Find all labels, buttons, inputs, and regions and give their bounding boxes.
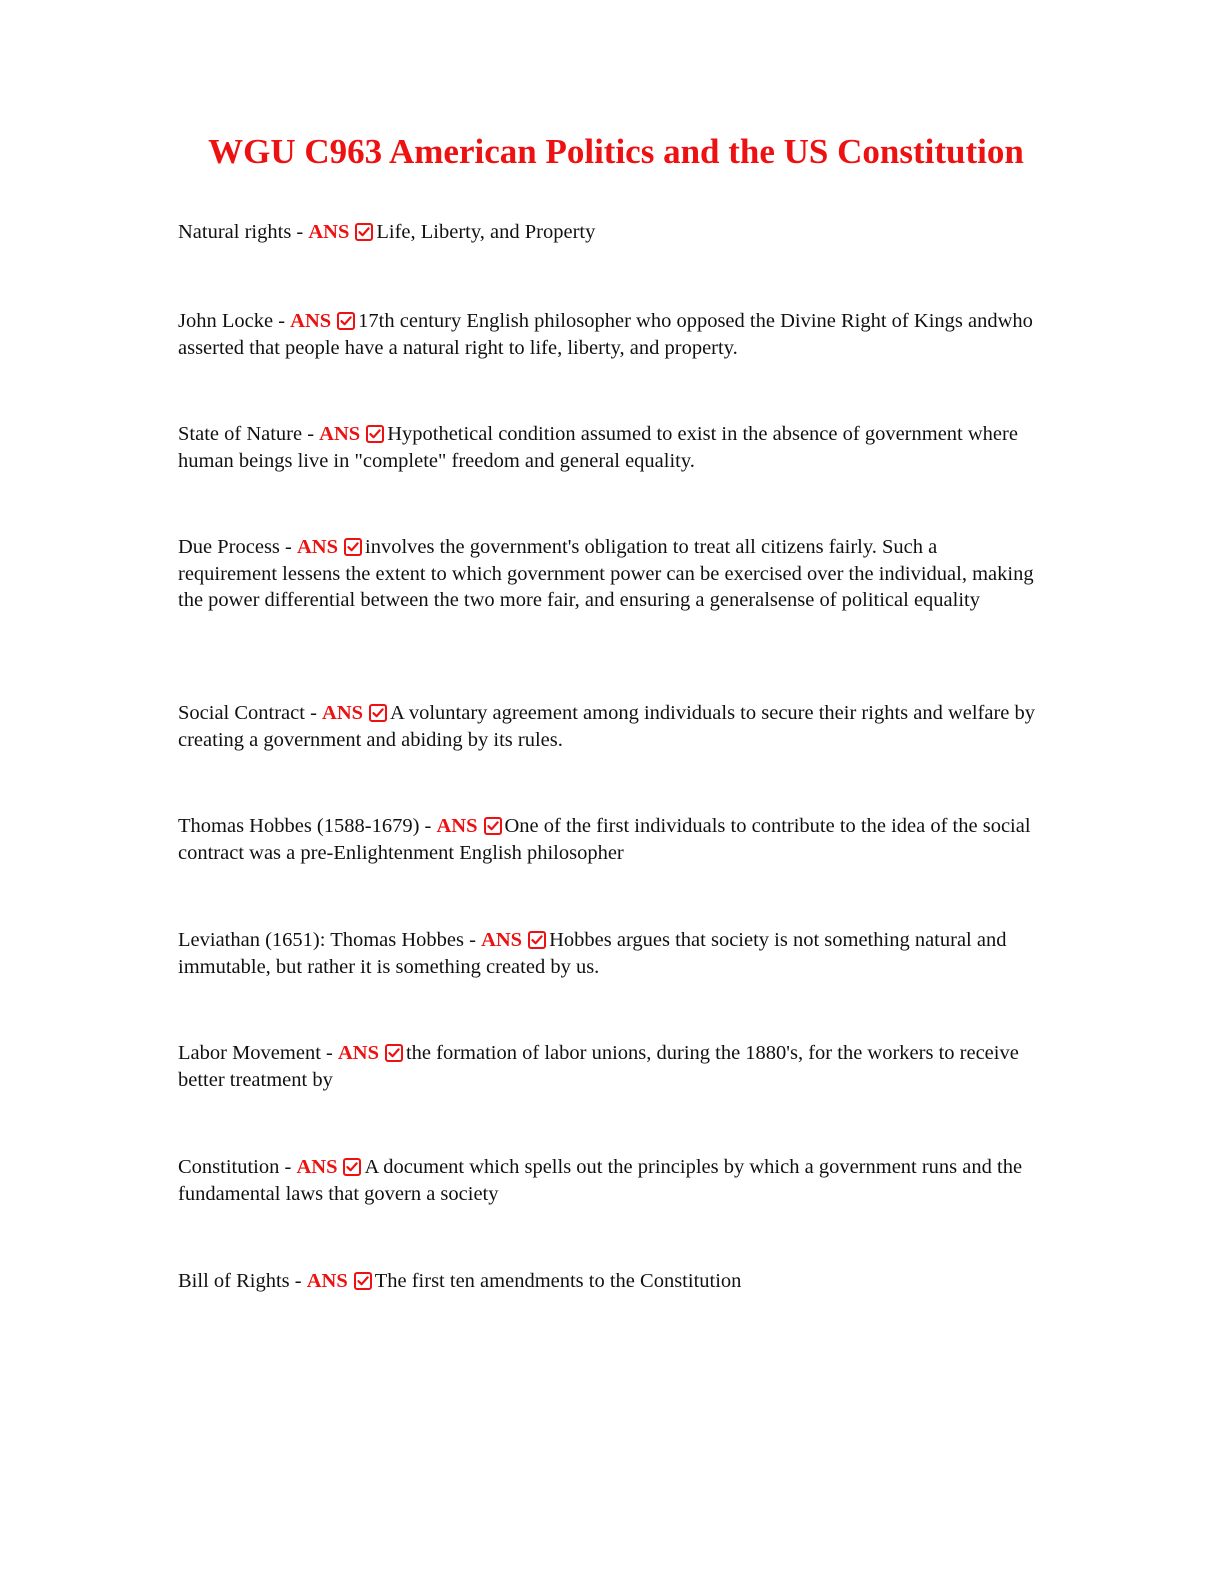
entry-definition: Hobbes argues that society is not something natural and immutable, but rather it is something created by us. [178, 929, 1007, 978]
entry-definition: 17th century English philosopher who opposed the Divine Right of Kings andwho asserted that people have a natural right to life, liberty, and property. [178, 310, 1033, 359]
ans-label: ANS [337, 1042, 379, 1064]
flashcard-entry [178, 1040, 1038, 1093]
flashcard-entry [178, 308, 1038, 361]
entry-definition: the formation of labor unions, during the 1880's, for the workers to receive better treatment by [178, 1042, 1019, 1091]
ans-label: ANS [290, 310, 332, 332]
flashcard-entry [178, 813, 1038, 866]
entry-term: State of Nature - [178, 423, 320, 445]
ans-label: ANS [481, 929, 523, 951]
entry-term: Bill of Rights - [178, 1270, 307, 1292]
entry-term: Thomas Hobbes (1588-1679) - [178, 815, 437, 837]
checkbox-checked-icon [344, 538, 362, 556]
checkbox-checked-icon [366, 425, 384, 443]
entry-term: Natural rights - [178, 221, 309, 243]
checkbox-checked-icon [484, 817, 502, 835]
ans-label: ANS [319, 423, 361, 445]
ans-label: ANS [296, 1156, 338, 1178]
entry-definition: A document which spells out the principles by which a government runs and the fundamental laws that govern a society [178, 1156, 1023, 1205]
flashcard-entry [178, 421, 1038, 474]
entry-definition: Hypothetical condition assumed to exist in the absence of government where human beings live in "complete" freedom and general equality. [178, 423, 1018, 472]
flashcard-entry [178, 1268, 1038, 1295]
entry-definition: One of the first individuals to contribute to the idea of the social contract was a pre-Enlightenment English philosopher [178, 815, 1031, 864]
entry-definition: involves the government's obligation to treat all citizens fairly. Such a requirement lessens the extent to which government power can be exercised over the individual, making the power differential between the two more fair, and ensuring a generalsense of political equality [178, 536, 1034, 611]
entry-definition: The first ten amendments to the Constitution [374, 1270, 742, 1292]
ans-label: ANS [297, 536, 339, 558]
entry-term: Social Contract - [178, 702, 323, 724]
entry-definition: Life, Liberty, and Property [376, 221, 596, 243]
ans-label: ANS [306, 1270, 348, 1292]
flashcard-entry [178, 219, 1038, 246]
entry-definition: A voluntary agreement among individuals to secure their rights and welfare by creating a government and abiding by its rules. [178, 702, 1036, 751]
checkbox-checked-icon [369, 704, 387, 722]
checkbox-checked-icon [355, 223, 373, 241]
flashcard-entry [178, 700, 1038, 753]
entry-term: John Locke - [178, 310, 291, 332]
ans-label: ANS [322, 702, 364, 724]
checkbox-checked-icon [337, 312, 355, 330]
document-title: WGU C963 American Politics and the US Constitution [208, 132, 1024, 171]
ans-label: ANS [436, 815, 478, 837]
checkbox-checked-icon [385, 1044, 403, 1062]
ans-label: ANS [308, 221, 350, 243]
entry-term: Labor Movement - [178, 1042, 338, 1064]
flashcard-entry [178, 534, 1038, 614]
checkbox-checked-icon [528, 931, 546, 949]
entry-term: Due Process - [178, 536, 297, 558]
checkbox-checked-icon [343, 1158, 361, 1176]
checkbox-checked-icon [354, 1272, 372, 1290]
entry-term: Leviathan (1651): Thomas Hobbes - [178, 929, 482, 951]
flashcard-entry [178, 927, 1038, 980]
entry-term: Constitution - [178, 1156, 297, 1178]
flashcard-entry [178, 1154, 1038, 1207]
